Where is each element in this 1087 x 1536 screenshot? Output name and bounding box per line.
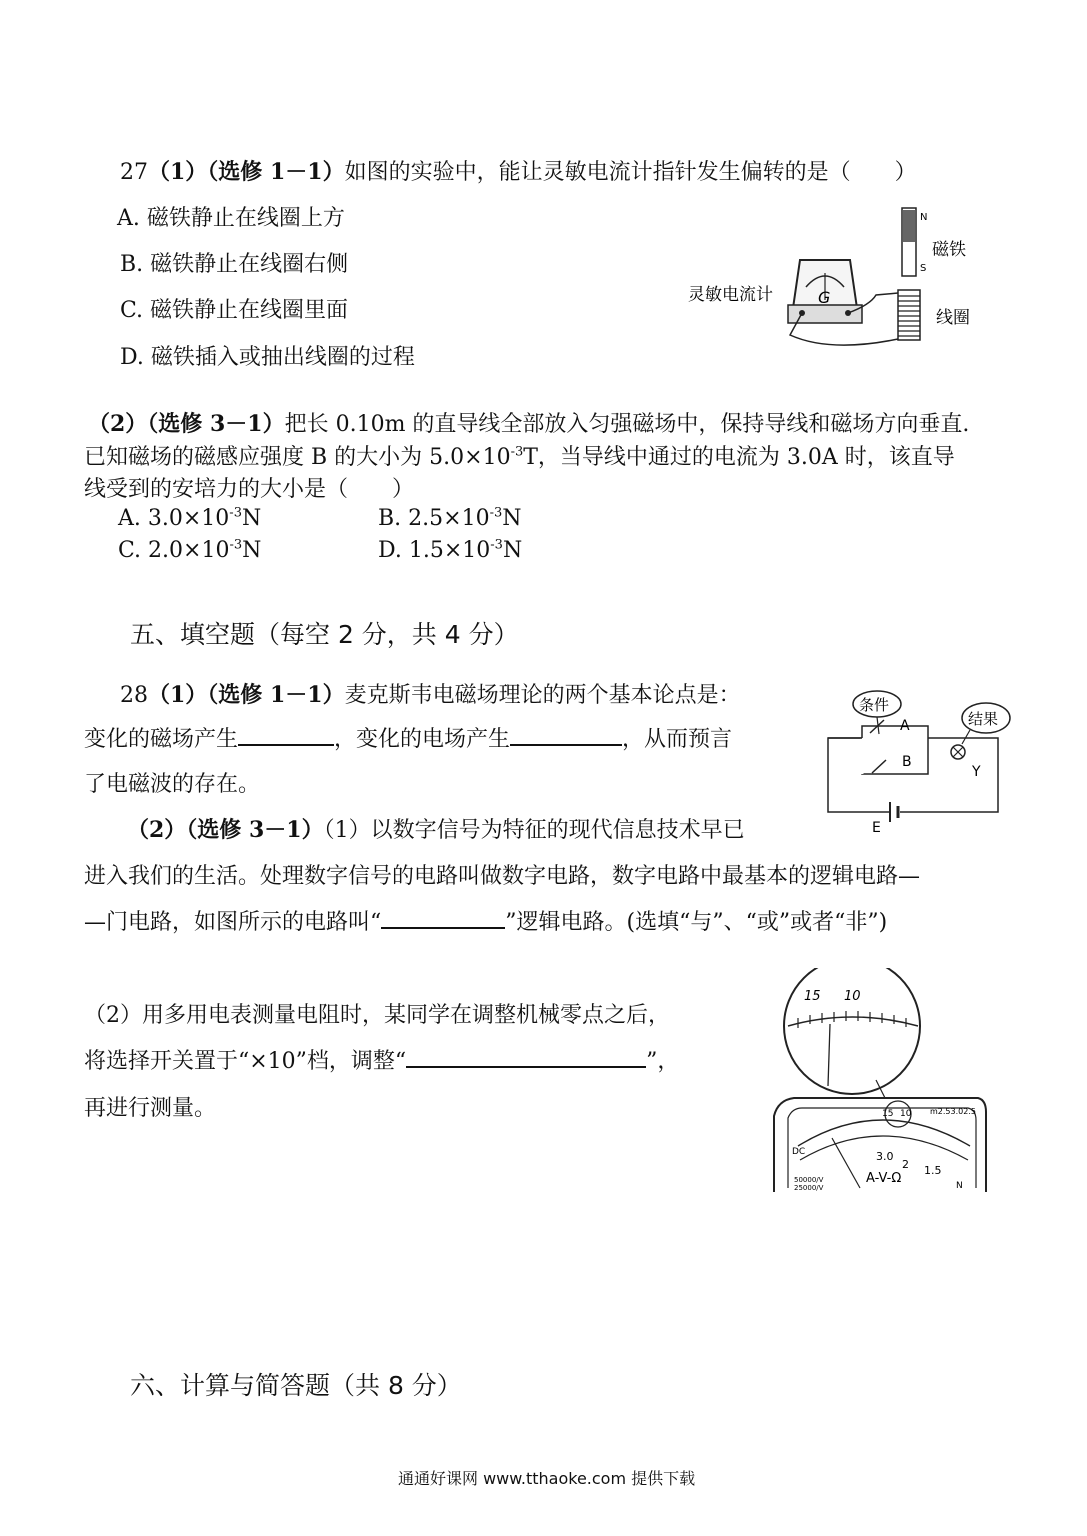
- magnet-pole-n: N: [920, 212, 928, 223]
- choice-b-base: B. 2.5×10: [378, 506, 490, 531]
- q27-part2-line2: [84, 440, 955, 471]
- switch-b-label: B: [902, 754, 912, 770]
- blank-3[interactable]: [381, 905, 505, 929]
- choice-c-unit: N: [242, 538, 262, 563]
- q27-part2-line3: 线受到的安培力的大小是（ ）: [84, 477, 415, 502]
- switch-a-label: A: [900, 718, 910, 734]
- q27-choice-c: [118, 538, 261, 563]
- choice-c-exp: -3: [229, 537, 243, 553]
- q28-line2: [84, 722, 732, 753]
- meter-scale-3: 3.0: [876, 1150, 894, 1163]
- q28-line3: 了电磁波的存在。: [84, 772, 261, 797]
- q28-number: 28: [120, 683, 148, 708]
- q27-part1-tag: （1）（选修 1－1）: [148, 159, 345, 185]
- q28-sub2-line3: 再进行测量。: [84, 1096, 217, 1121]
- q27-option-a: A. 磁铁静止在线圈上方: [117, 206, 345, 231]
- choice-a-exp: -3: [229, 505, 242, 521]
- q28-sub2-line1: （2）用多用电表测量电阻时，某同学在调整机械零点之后，: [84, 1003, 670, 1028]
- magnet-label: 磁铁: [932, 240, 966, 260]
- blank-4[interactable]: [406, 1044, 646, 1068]
- choice-a-base: A. 3.0×10: [118, 506, 230, 531]
- q27-choice-d: [378, 538, 522, 563]
- zoom-circle: [784, 968, 920, 1094]
- magnet-pole-s: S: [920, 263, 927, 274]
- switch-box: [862, 726, 928, 774]
- q28-part1-text: 麦克斯韦电磁场理论的两个基本论点是：: [344, 683, 741, 708]
- magnet-north-half: [903, 210, 915, 242]
- q28-line6: [84, 905, 887, 936]
- blank-1[interactable]: [238, 722, 334, 746]
- meter-spec-1: 50000/V: [794, 1176, 824, 1184]
- choice-a-unit: N: [241, 506, 262, 531]
- choice-d-exp: -3: [490, 537, 503, 553]
- q28-part2: [127, 813, 745, 844]
- meter-corner-label: N: [956, 1181, 963, 1191]
- meter-top-right: m2.53.02.5: [930, 1107, 976, 1116]
- q28-sub2-line2: [84, 1044, 679, 1075]
- battery-label: E: [872, 820, 881, 836]
- section5-title: 五、填空题（每空 2 分，共 4 分）: [130, 620, 519, 649]
- footer-text: 通通好课网 www.tthaoke.com 提供下载: [398, 1469, 696, 1488]
- choice-b-unit: N: [502, 506, 522, 531]
- coil-body: [898, 290, 920, 340]
- choice-d-unit: N: [502, 538, 523, 563]
- logic-circuit-figure: [820, 688, 1020, 838]
- q28-line2-b: ，变化的电场产生: [334, 727, 511, 752]
- result-label: 结果: [968, 710, 999, 728]
- q28-line6-b: ”逻辑电路。(选填“与”、“或”或者“非”): [505, 910, 888, 935]
- q28-part1-tag: （1）（选修 1－1）: [148, 682, 345, 708]
- q28-part2-text: （1）以数字信号为特征的现代信息技术早已: [323, 818, 745, 843]
- q27-choice-b: [378, 506, 522, 531]
- galvanometer-base: [788, 305, 862, 323]
- meter-scale-15: 1.5: [924, 1164, 942, 1177]
- q27-stem: [120, 155, 917, 186]
- q28-line2-a: 变化的磁场产生: [84, 727, 239, 752]
- lamp-y-label: Y: [972, 764, 981, 780]
- q28-line2-c: ，从而预言: [622, 727, 733, 752]
- choice-c-base: C. 2.0×10: [118, 538, 230, 563]
- q27-part2-text: 把长 0.10m 的直导线全部放入匀强磁场中，保持导线和磁场方向垂直.: [284, 412, 970, 437]
- galvanometer-figure: [680, 205, 980, 355]
- section6-title: 六、计算与简答题（共 8 分）: [130, 1371, 462, 1400]
- coil-label: 线圈: [936, 308, 970, 328]
- galvanometer-letter: G: [818, 288, 831, 307]
- q28-part2-tag: （2）（选修 3－1）: [127, 817, 324, 843]
- q27-option-b: B. 磁铁静止在线圈右侧: [120, 252, 349, 277]
- q27-part2-line2-b: T，当导线中通过的电流为 3.0A 时，该直导: [523, 445, 955, 470]
- q27-option-c: C. 磁铁静止在线圈里面: [120, 298, 349, 323]
- blank-2[interactable]: [510, 722, 622, 746]
- galvanometer-label: 灵敏电流计: [688, 285, 773, 305]
- q27-number: 27: [120, 160, 148, 185]
- q27-part2-line1: [88, 407, 969, 438]
- q27-part2-exponent: -3: [510, 444, 524, 460]
- zoom-label-10: 10: [844, 989, 861, 1004]
- meter-spec-2: 25000/V: [794, 1184, 824, 1192]
- meter-label-15: 15: [882, 1109, 894, 1119]
- q28-line5: 进入我们的生活。处理数字信号的电路叫做数字电路，数字电路中最基本的逻辑电路—: [84, 864, 921, 889]
- meter-side-label: DC: [792, 1147, 806, 1157]
- q27-part2-line2-a: 已知磁场的磁感应强度 B 的大小为 5.0×10: [84, 445, 511, 470]
- choice-d-base: D. 1.5×10: [378, 538, 491, 563]
- q27-part2-tag: （2）（选修 3－1）: [88, 411, 285, 437]
- q28-sub2-line2-a: 将选择开关置于“×10”档，调整“: [84, 1049, 407, 1074]
- choice-b-exp: -3: [489, 505, 503, 521]
- q28-stem: [120, 678, 741, 709]
- q28-sub2-line2-b: ”，: [646, 1049, 680, 1074]
- meter-label-10: 10: [900, 1109, 912, 1119]
- meter-scale-2: 2: [902, 1158, 909, 1171]
- multimeter-figure: [770, 968, 990, 1196]
- q27-choice-a: [118, 506, 261, 531]
- q27-option-d: D. 磁铁插入或抽出线圈的过程: [120, 345, 415, 370]
- condition-label: 条件: [859, 696, 890, 714]
- meter-dial-label: A-V-Ω: [866, 1171, 902, 1186]
- q27-part1-text: 如图的实验中，能让灵敏电流计指针发生偏转的是（ ）: [344, 160, 917, 185]
- zoom-label-15: 15: [804, 989, 821, 1004]
- q28-line6-a: —门电路，如图所示的电路叫“: [84, 910, 382, 935]
